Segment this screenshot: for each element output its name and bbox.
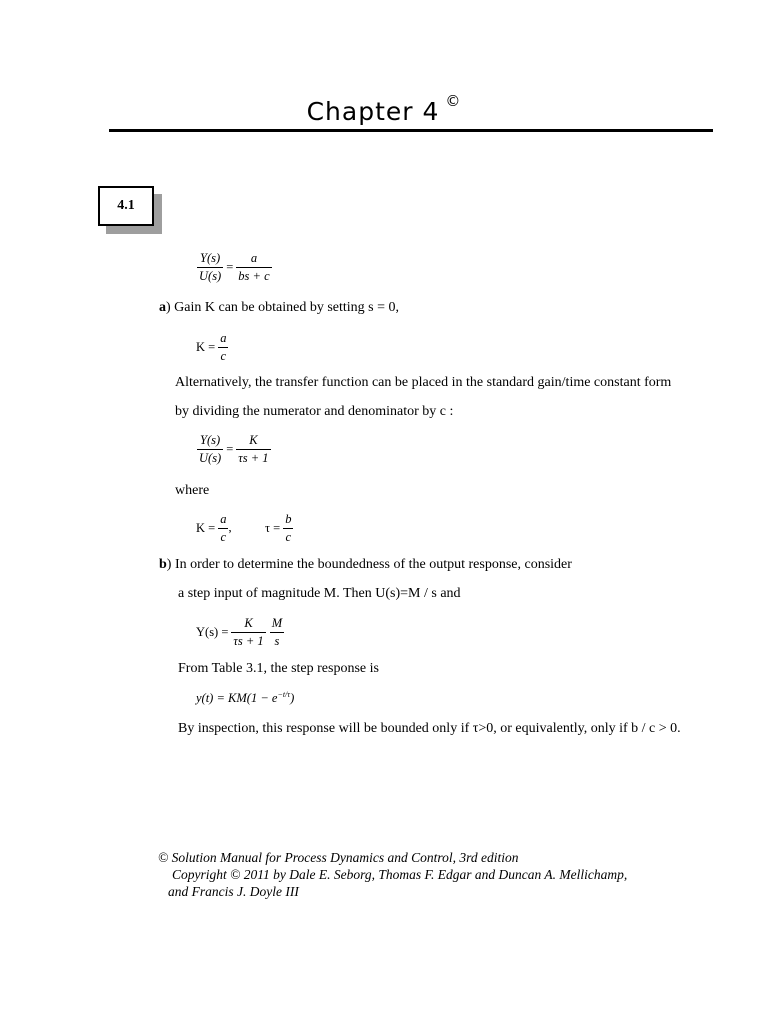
yt-main: y(t) = KM(1 − e: [196, 691, 278, 706]
footer-line-1: © Solution Manual for Process Dynamics and Control, 3rd edition: [158, 850, 519, 865]
title-rule: [109, 129, 713, 132]
where-tau-den: c: [285, 530, 292, 544]
time-domain-response: [196, 690, 294, 706]
chapter-title: [0, 92, 768, 126]
gain-den: c: [220, 349, 227, 363]
gain-num: a: [218, 331, 228, 348]
chapter-title-text: Chapter 4: [306, 97, 440, 126]
where-k-num: a: [218, 512, 228, 529]
eq2-rhs-num: K: [236, 433, 270, 450]
eq2-rhs-den: τs + 1: [238, 451, 269, 465]
eq1-rhs-den: bs + c: [238, 269, 270, 283]
where-tau-lhs: τ =: [265, 521, 281, 535]
where-tau-num: b: [283, 512, 293, 529]
eq1-rhs-num: a: [236, 251, 271, 268]
alt-line-2: by dividing the numerator and denominator by c :: [175, 404, 454, 419]
eq2-lhs-num: Y(s): [197, 433, 223, 450]
part-b-label: b: [159, 557, 167, 572]
transfer-function-equation: $\frac{Y(s)}{U(s)}$ = $\frac{a}{bs + c}$: [199, 251, 270, 283]
part-a-label: a: [159, 300, 166, 315]
where-k-lhs: K =: [196, 521, 216, 535]
part-a-text: ) Gain K can be obtained by setting s = 0,: [166, 300, 400, 315]
gain-lhs: K =: [196, 340, 216, 354]
yt-close: ): [290, 691, 295, 706]
where-k-equation: [196, 512, 232, 545]
yt-exponent: −t/τ: [277, 690, 291, 699]
part-b-intro: [159, 557, 572, 573]
eq1-lhs-num: Y(s): [197, 251, 223, 268]
ys-num1: K: [231, 616, 265, 633]
where-tau-equation: [265, 512, 293, 545]
eq2-lhs-den: U(s): [199, 451, 222, 465]
footer-line-3: and Francis J. Doyle III: [168, 884, 299, 899]
part-b-line2: a step input of magnitude M. Then U(s)=M / s and: [178, 586, 461, 601]
where-label: where: [175, 483, 210, 498]
table-reference: From Table 3.1, the step response is: [178, 661, 379, 676]
part-a-intro: [159, 300, 399, 316]
ys-lhs: Y(s) =: [196, 625, 229, 639]
step-response-laplace: [196, 616, 284, 649]
where-k-comma: ,: [228, 520, 232, 535]
problem-number: 4.1: [98, 186, 154, 226]
eq1-lhs-den: U(s): [199, 269, 222, 283]
copyright-mark: ©: [445, 92, 462, 110]
part-b-line1: ) In order to determine the boundedness of the output response, consider: [166, 557, 572, 572]
ys-den2: s: [274, 634, 280, 648]
boundedness-conclusion: By inspection, this response will be bounded only if τ>0, or equivalently, only if b / c > 0.: [178, 721, 681, 736]
problem-number-box: [98, 186, 154, 224]
standard-form-equation: $\frac{Y(s)}{U(s)}$ = $\frac{K}{\tau s + 1}$: [199, 433, 269, 465]
alt-line-1: Alternatively, the transfer function can be placed in the standard gain/time constant form: [175, 375, 672, 390]
footer-line-2: Copyright © 2011 by Dale E. Seborg, Thomas F. Edgar and Duncan A. Mellichamp,: [172, 867, 628, 882]
ys-num2: M: [270, 616, 284, 633]
where-k-den: c: [220, 530, 227, 544]
ys-den1: τs + 1: [233, 634, 264, 648]
gain-equation: [196, 331, 228, 364]
